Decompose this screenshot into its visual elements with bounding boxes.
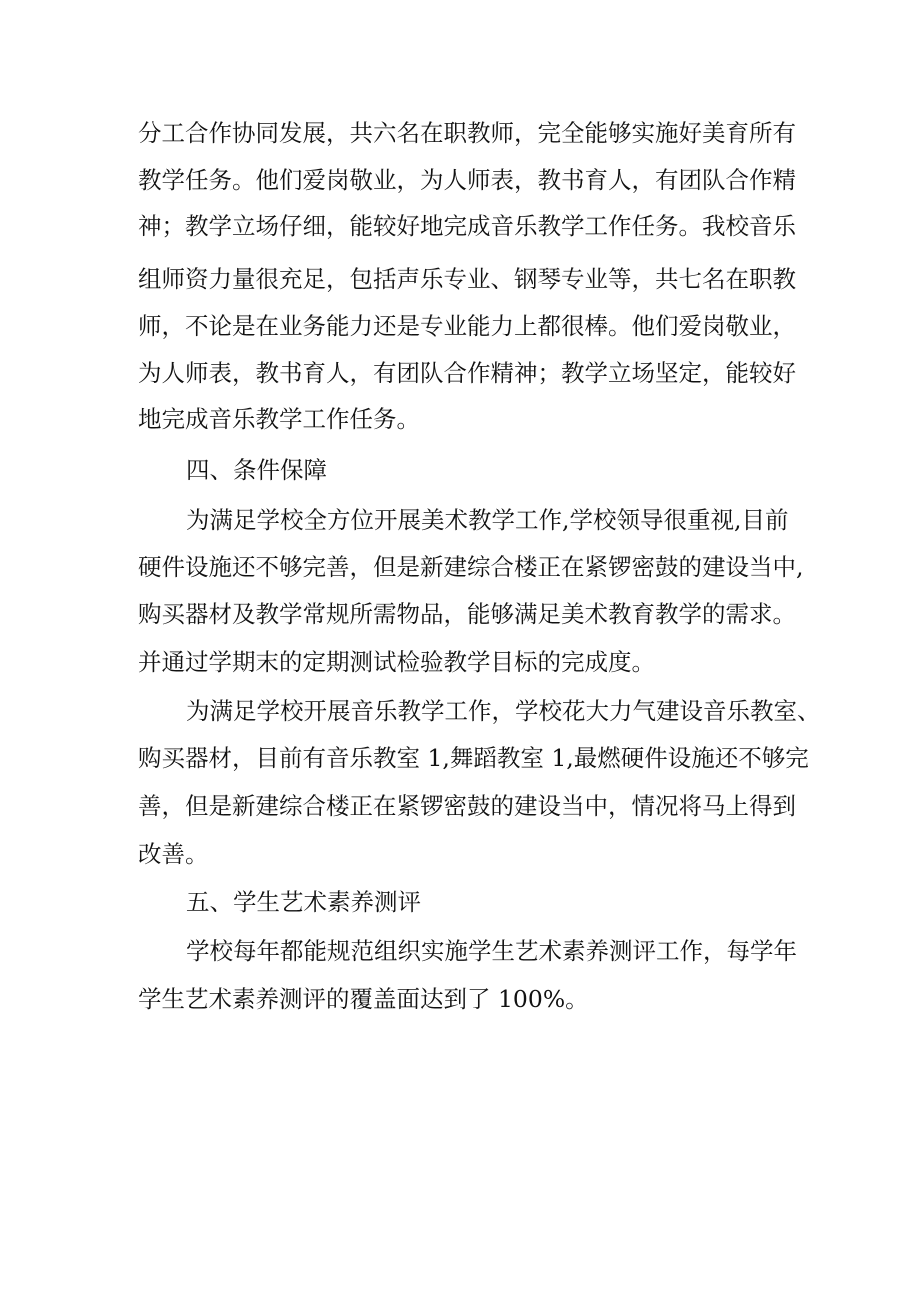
paragraph-1-line-6: 为人师表，教书育人，有团队合作精神；教学立场坚定，能较好 xyxy=(138,359,796,387)
paragraph-1-line-3: 神；教学立场仔细，能较好地完成音乐教学工作任务。我校音乐 xyxy=(138,212,796,240)
paragraph-3-line-2: 购买器材，目前有音乐教室 1,舞蹈教室 1,最燃硬件设施还不够完 xyxy=(138,744,809,772)
paragraph-1-line-5: 师，不论是在业务能力还是专业能力上都很棒。他们爱岗敬业， xyxy=(138,312,796,340)
paragraph-1-line-2: 教学任务。他们爱岗敬业，为人师表，教书育人，有团队合作精 xyxy=(138,166,796,194)
paragraph-4-line-1: 学校每年都能规范组织实施学生艺术素养测评工作，每学年 xyxy=(186,937,797,965)
paragraph-2-line-3: 购买器材及教学常规所需物品，能够满足美术教育教学的需求。 xyxy=(138,600,796,628)
paragraph-1-line-4: 组师资力量很充足，包括声乐专业、钢琴专业等，共七名在职教 xyxy=(138,265,796,293)
paragraph-1-line-7: 地完成音乐教学工作任务。 xyxy=(138,405,420,433)
paragraph-2-line-4: 并通过学期末的定期测试检验教学目标的完成度。 xyxy=(138,648,655,676)
paragraph-3-line-3: 善，但是新建综合楼正在紧锣密鼓的建设当中，情况将马上得到 xyxy=(138,792,796,820)
paragraph-3-line-4: 改善。 xyxy=(138,840,209,868)
paragraph-4-line-2: 学生艺术素养测评的覆盖面达到了 100%。 xyxy=(138,985,589,1013)
section-heading-conditions: 四、条件保障 xyxy=(186,456,327,484)
paragraph-1-line-1: 分工合作协同发展，共六名在职教师，完全能够实施好美育所有 xyxy=(138,119,796,147)
paragraph-2-line-1: 为满足学校全方位开展美术教学工作,学校领导很重视,目前 xyxy=(186,506,789,534)
section-heading-art-assessment: 五、学生艺术素养测评 xyxy=(186,888,421,916)
paragraph-2-line-2: 硬件设施还不够完善，但是新建综合楼正在紧锣密鼓的建设当中, xyxy=(138,553,804,581)
paragraph-3-line-1: 为满足学校开展音乐教学工作，学校花大力气建设音乐教室、 xyxy=(186,697,821,725)
